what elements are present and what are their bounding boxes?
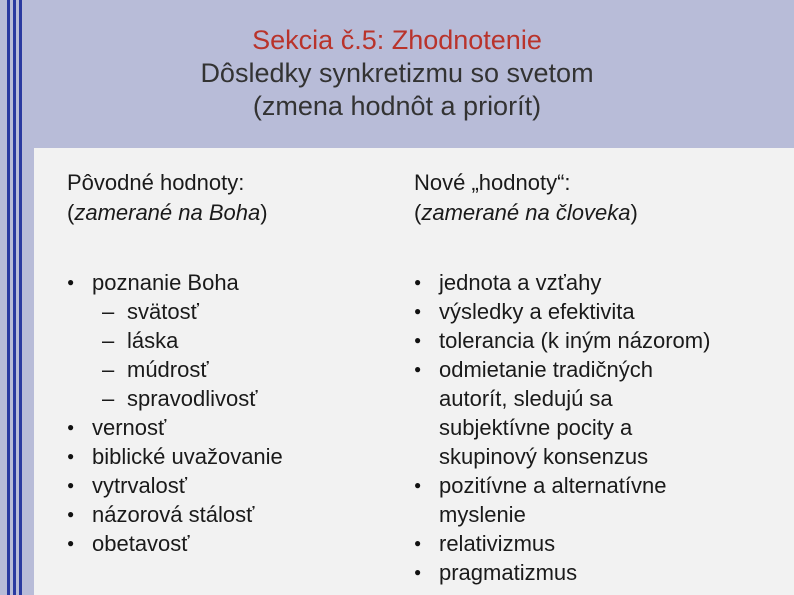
bullet-icon: ●	[414, 333, 422, 347]
list-item: ● názorová stálosť	[67, 502, 255, 527]
bullet-icon: ●	[414, 536, 422, 550]
list-item: ● pragmatizmus	[414, 560, 578, 585]
list-item: ● vernosť	[67, 415, 167, 440]
list-item: ● tolerancia (k iným názorom)	[414, 328, 711, 353]
slide-title	[0, 24, 794, 123]
bullet-icon: ●	[67, 536, 75, 550]
title-line-2: Dôsledky synkretizmu so svetom	[200, 58, 594, 88]
list-item: ● výsledky a efektivita	[414, 299, 635, 324]
list-item: ● pozitívne a alternatívne myslenie	[414, 473, 667, 527]
sub-list	[92, 297, 387, 413]
list-item: ● jednota a vzťahy	[414, 270, 602, 295]
bullet-icon: ●	[67, 420, 75, 434]
title-line-3: (zmena hodnôt a priorít)	[252, 91, 542, 121]
list-item: ● vytrvalosť	[67, 473, 188, 498]
bullet-icon: ●	[414, 304, 422, 318]
left-list	[67, 268, 387, 558]
bullet-icon: ●	[414, 478, 422, 492]
sub-list-item: – láska	[102, 328, 179, 353]
list-item: ● relativizmus	[414, 531, 556, 556]
dash-icon: –	[102, 328, 115, 353]
right-heading: Nové „hodnoty“:	[414, 170, 571, 195]
bullet-icon: ●	[414, 275, 422, 289]
title-line-1: Sekcia č.5: Zhodnotenie	[252, 25, 542, 55]
sub-list-item: – svätosť	[102, 299, 199, 324]
list-item: ● obetavosť	[67, 531, 190, 556]
left-subheading: (zamerané na Boha)	[67, 200, 268, 225]
sub-list-item: – múdrosť	[102, 357, 209, 382]
list-item: ● poznanie Boha – svätosť – láska – múdrosť – spravodlivosť	[67, 268, 387, 413]
sub-list-item: – spravodlivosť	[102, 386, 258, 411]
list-item: ● odmietanie tradičných autorít, sledujú sa subjektívne pocity a skupinový konsenzus	[414, 357, 654, 469]
dash-icon: –	[102, 357, 115, 382]
right-subheading: (zamerané na človeka)	[414, 200, 638, 225]
left-column	[67, 168, 387, 558]
bullet-icon: ●	[67, 478, 75, 492]
bullet-icon: ●	[67, 275, 75, 289]
right-column	[414, 168, 792, 587]
bullet-icon: ●	[414, 565, 422, 579]
left-heading: Pôvodné hodnoty:	[67, 170, 245, 195]
right-list	[414, 268, 792, 587]
bullet-icon: ●	[414, 362, 422, 376]
bullet-icon: ●	[67, 507, 75, 521]
bullet-icon: ●	[67, 449, 75, 463]
dash-icon: –	[102, 386, 115, 411]
dash-icon: –	[102, 299, 115, 324]
list-item: ● biblické uvažovanie	[67, 444, 283, 469]
